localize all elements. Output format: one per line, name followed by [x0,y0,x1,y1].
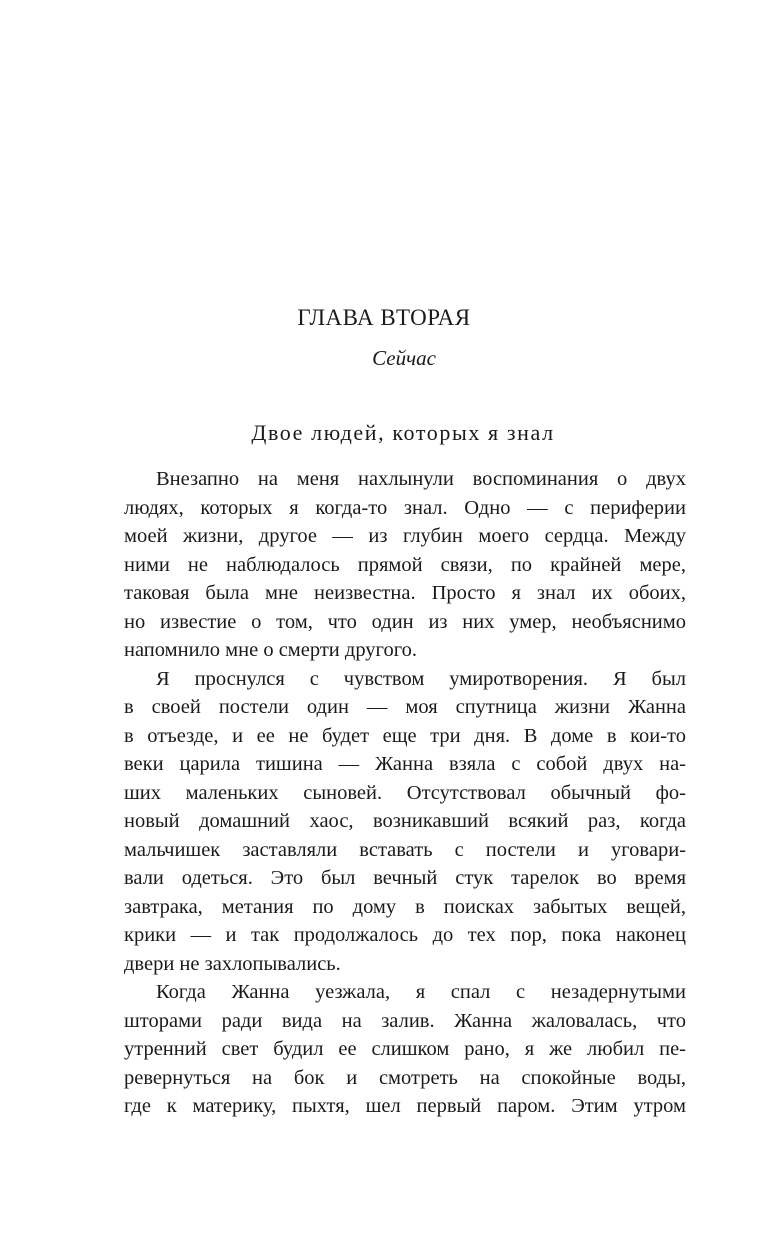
text-line: утренний свет будил ее слишком рано, я же любил пе- [124,1038,686,1060]
paragraph [124,978,686,1121]
body-text [124,465,686,1121]
text-line: мальчишек заставляли вставать с постели и уговари- [124,838,686,861]
text-line: моей жизни, другое — из глубин моего сердца. Между [124,525,686,547]
text-line: напомнило мне о смерти другого. [124,639,417,661]
text-line: веки царила тишина — Жанна взяла с собой двух на- [124,753,686,775]
text-line: в отъезде, и ее не будет еще три дня. В доме в кои-то [124,724,686,747]
text-line: ними не наблюдалось прямой связи, по крайней мере, [124,553,686,576]
text-line: двери не захлопывались. [124,952,341,975]
text-line: таковая была мне неизвестна. Просто я знал их обоих, [124,582,686,604]
text-line: в своей постели один — моя спутница жизни Жанна [124,696,686,718]
text-line: ших маленьких сыновей. Отсутствовал обычный фо- [124,781,686,804]
chapter-title: ГЛАВА ВТОРАЯ [297,305,471,330]
chapter-subtitle: Сейчас [372,346,436,370]
text-line: ревернуться на бок и смотреть на спокойные воды, [124,1066,686,1089]
text-line: Я проснулся с чувством умиротворения. Я был [156,667,686,690]
text-line: людях, которых я когда-то знал. Одно — с периферии [124,496,686,519]
text-line: Когда Жанна уезжала, я спал с незадернутыми [156,981,686,1003]
text-line: где к материку, пыхтя, шел первый паром. Этим утром [124,1095,686,1117]
text-line: завтрака, метания по дому в поисках забытых вещей, [124,895,686,918]
text-line: крики — и так продолжалось до тех пор, пока наконец [124,924,686,946]
text-line: но известие о том, что один из них умер, необъяснимо [124,610,686,633]
text-line: вали одеться. Это был вечный стук тарелок во время [124,867,686,889]
paragraph [124,665,686,979]
paragraph [124,465,686,665]
section-title: Двое людей, которых я знал [251,420,555,445]
text-line: шторами ради вида на залив. Жанна жаловалась, что [124,1009,686,1032]
text-line: новый домашний хаос, возникавший всякий раз, когда [124,810,686,832]
text-line: Внезапно на меня нахлынули воспоминания о двух [156,468,686,490]
